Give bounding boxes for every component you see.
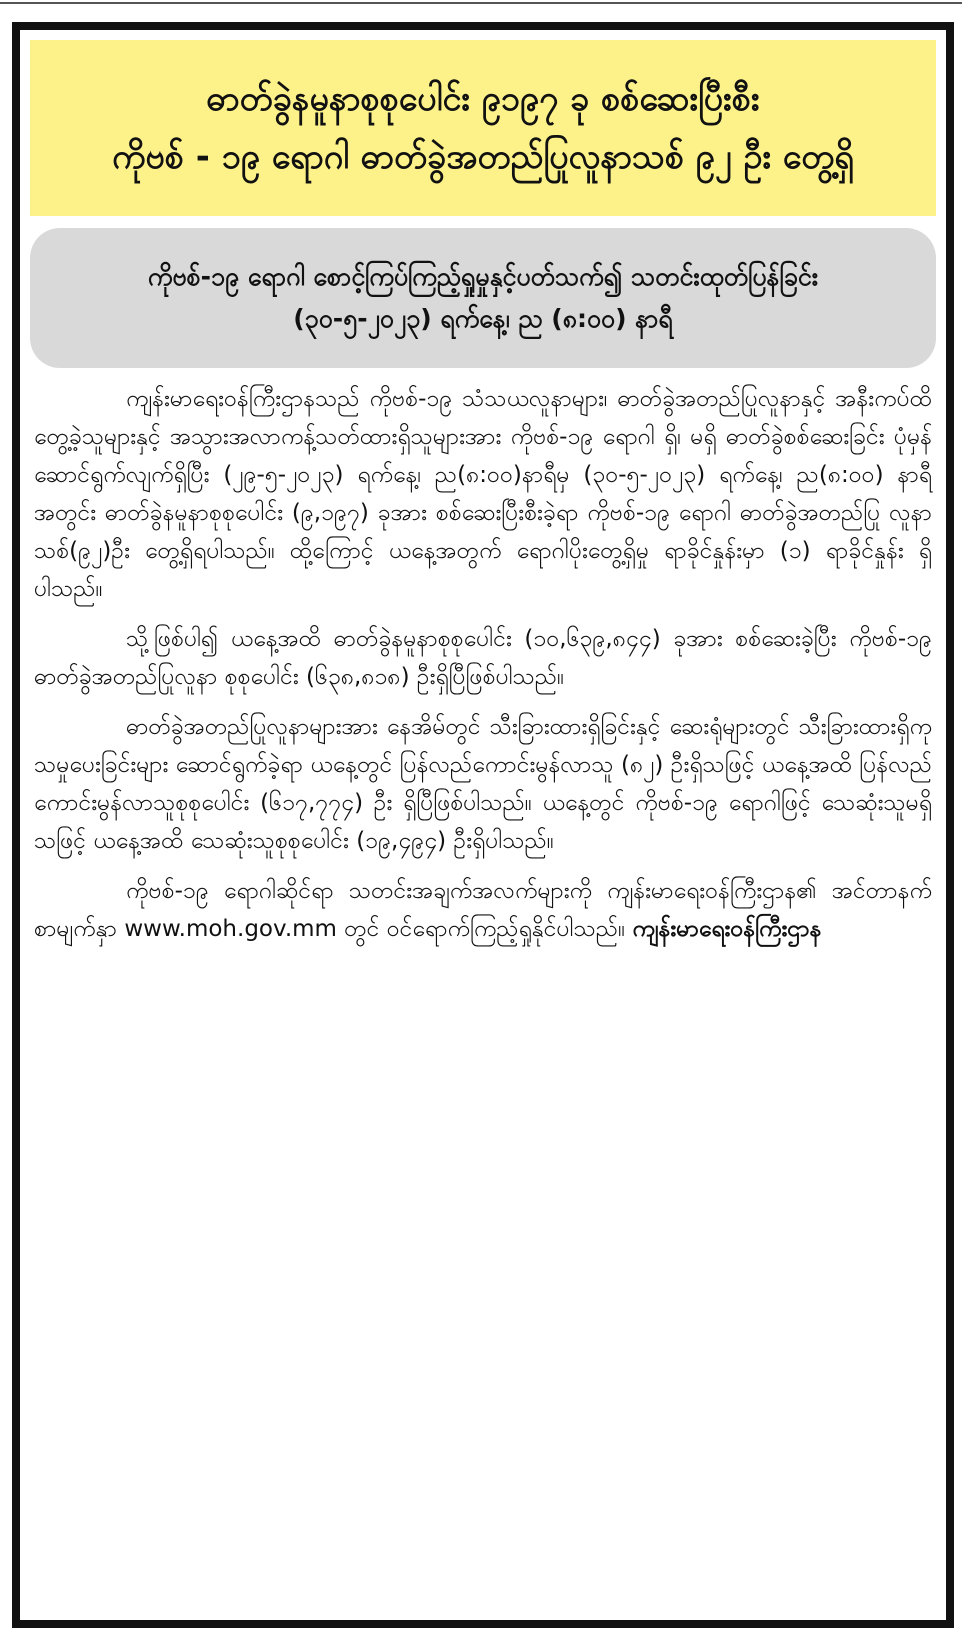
headline-line-1: ဓာတ်ခွဲနမူနာစုစုပေါင်း ၉၁၉၇ ခု စစ်ဆေးပြီးစီး — [206, 78, 760, 119]
subhead-line-2: (၃၀-၅-၂၀၂၃) ရက်နေ့၊ ည (၈:၀၀) နာရီ — [293, 304, 673, 333]
top-rule — [0, 2, 962, 4]
headline-line-2: ကိုဗစ် - ၁၉ ရောဂါ ဓာတ်ခွဲအတည်ပြုလူနာသစ် ၉၂ ဦး တွေ့ရှိ — [112, 137, 854, 177]
paragraph-1: ကျန်းမာရေးဝန်ကြီးဌာနသည် ကိုဗစ်-၁၉ သံသယလူနာများ၊ ဓာတ်ခွဲအတည်ပြုလူနာနှင့် အနီးကပ်ထိတွေ့ခဲ့သူများနှင့် အသွားအလာကန့်သတ်ထားရှိသူများအား ကိုဗစ်-၁၉ ရောဂါ ရှိ၊ မရှိ ဓာတ်ခွဲစစ်ဆေးခြင်း ပုံမှန်ဆောင်ရွက်လျက်ရှိပြီး (၂၉-၅-၂၀၂၃) ရက်နေ့၊ ည(၈:၀၀)နာရီမှ (၃၀-၅-၂၀၂၃) ရက်နေ့၊ ည(၈:၀၀) နာရီအတွင်း ဓာတ်ခွဲနမူနာစုစုပေါင်း (၉,၁၉၇) ခုအား စစ်ဆေးပြီးစီးခဲ့ရာ ကိုဗစ်-၁၉ ရောဂါ ဓာတ်ခွဲအတည်ပြု လူနာသစ်(၉၂)ဦး တွေ့ရှိရပါသည်။ ထို့ကြောင့် ယနေ့အတွက် ရောဂါပိုးတွေ့ရှိမှု ရာခိုင်နှုန်းမှာ (၁) ရာခိုင်နှုန်း ရှိပါသည်။ — [34, 386, 932, 602]
paragraph-2: သို့ဖြစ်ပါ၍ ယနေ့အထိ ဓာတ်ခွဲနမူနာစုစုပေါင်း (၁၀,၆၃၉,၈၄၄) ခုအား စစ်ဆေးခဲ့ပြီး ကိုဗစ်-၁၉ ဓာတ်ခွဲအတည်ပြုလူနာ စုစုပေါင်း (၆၃၈,၈၁၈) ဦးရှိပြီဖြစ်ပါသည်။ — [34, 626, 932, 690]
subhead-line-1: ကိုဗစ်-၁၉ ရောဂါ စောင့်ကြပ်ကြည့်ရှုမှုနှင့်ပတ်သက်၍ သတင်းထုတ်ပြန်ခြင်း — [147, 261, 819, 291]
ministry-signoff: ကျန်းမာရေးဝန်ကြီးဌာန — [632, 916, 822, 942]
article-body — [34, 380, 932, 960]
headline-box — [30, 40, 936, 216]
announcement-frame — [12, 22, 954, 1628]
paragraph-4-text: ကိုဗစ်-၁၉ ရောဂါဆိုင်ရာ သတင်းအချက်အလက်များကို ကျန်းမာရေးဝန်ကြီးဌာန၏ အင်တာနက်စာမျက်နှာ www.moh.gov.mm တွင် ဝင်ရောက်ကြည့်ရှုနိုင်ပါသည်။ — [34, 878, 932, 942]
paragraph-4 — [34, 872, 932, 948]
subhead-box — [30, 228, 936, 368]
paragraph-3: ဓာတ်ခွဲအတည်ပြုလူနာများအား နေအိမ်တွင် သီးခြားထားရှိခြင်းနှင့် ဆေးရုံများတွင် သီးခြားထားရှိကုသမှုပေးခြင်းများ ဆောင်ရွက်ခဲ့ရာ ယနေ့တွင် ပြန်လည်ကောင်းမွန်လာသူ (၈၂) ဦးရှိသဖြင့် ယနေ့အထိ ပြန်လည်ကောင်းမွန်လာသူစုစုပေါင်း (၆၁၇,၇၇၄) ဦး ရှိပြီဖြစ်ပါသည်။ ယနေ့တွင် ကိုဗစ်-၁၉ ရောဂါဖြင့် သေဆုံးသူမရှိသဖြင့် ယနေ့အထိ သေဆုံးသူစုစုပေါင်း (၁၉,၄၉၄) ဦးရှိပါသည်။ — [34, 714, 932, 854]
